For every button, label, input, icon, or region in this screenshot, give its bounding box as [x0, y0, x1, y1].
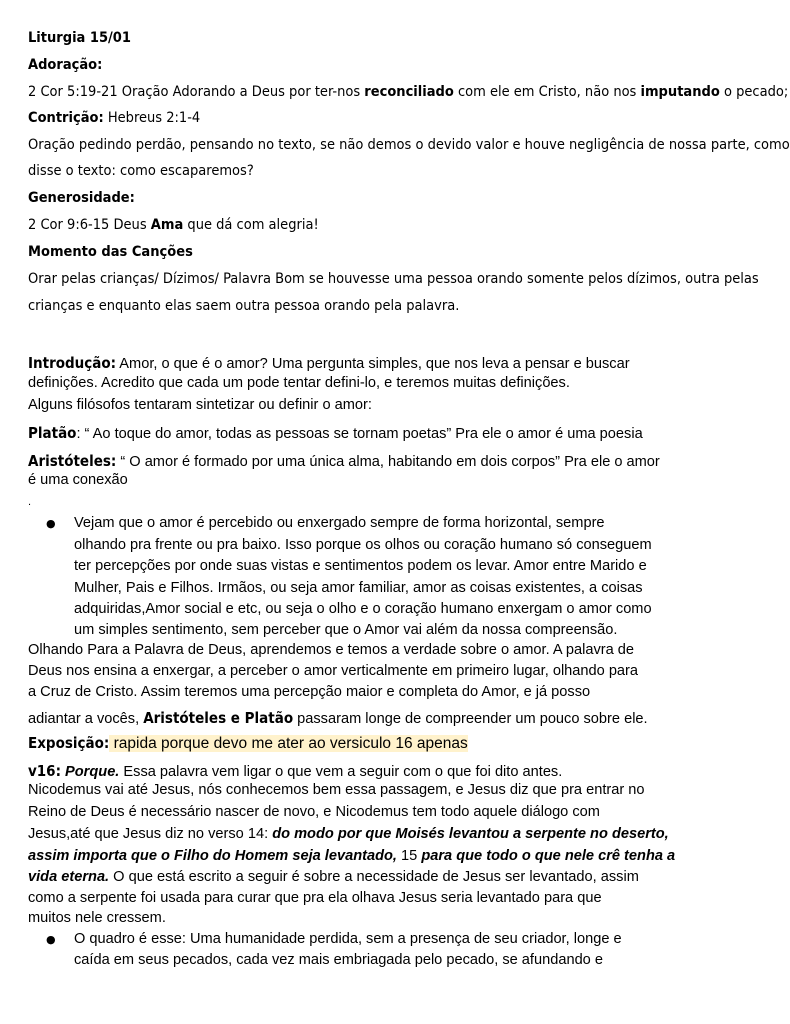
liturgy-title: Liturgia 15/01 [28, 30, 131, 46]
bullet-icon: ● [46, 517, 56, 530]
cancoes-text-1: Orar pelas crianças/ Dízimos/ Palavra Bom se houvesse uma pessoa orando somente pelos dízimos, outra pelas [28, 271, 759, 287]
exposicao-highlight: rapida porque devo me ater ao versiculo 16 apenas [109, 735, 468, 752]
v16-line-2: Nicodemus vai até Jesus, nós conhecemos bem essa passagem, e Jesus diz que pra entrar no [28, 782, 645, 798]
paragraph2-line-3: a Cruz de Cristo. Assim teremos uma percepção maior e completa do Amor, e já posso [28, 684, 591, 700]
bullet1-line: ter percepções por onde suas vistas e sentimentos podem os levar. Amor entre Marido e [74, 558, 647, 574]
v16-line-1: v16: Porque. Essa palavra vem ligar o que vem a seguir com o que foi dito antes. [28, 762, 563, 780]
bullet1-line: adquiridas,Amor social e etc, ou seja o olho e o coração humano enxergam o amor como [74, 601, 652, 617]
paragraph2-line-2: Deus nos ensina a enxergar, a perceber o amor verticalmente em primeiro lugar, olhando para [28, 663, 639, 679]
contricao-text-1: Oração pedindo perdão, pensando no texto, se não demos o devido valor e houve negligência de nossa parte, como [28, 137, 790, 153]
v16-line-5: assim importa que o Filho do Homem seja levantado, 15 para que todo o que nele crê tenha a [28, 848, 676, 864]
cancoes-text-2: crianças e enquanto elas saem outra pessoa orando pela palavra. [28, 298, 460, 314]
v16-line-8: muitos nele cressem. [28, 910, 166, 926]
generosidade-text: 2 Cor 9:6-15 Deus Ama que dá com alegria! [28, 217, 319, 233]
bullet-icon: ● [46, 933, 56, 946]
v16-line-6: vida eterna. O que está escrito a seguir é sobre a necessidade de Jesus ser levantado, assim [28, 869, 639, 885]
contricao-line: Contrição: Hebreus 2:1-4 [28, 110, 201, 126]
v16-line-3: Reino de Deus é necessário nascer de novo, e Nicodemus tem todo aquele diálogo com [28, 804, 600, 820]
introducao-line-3: Alguns filósofos tentaram sintetizar ou definir o amor: [28, 397, 372, 413]
v16-line-4: Jesus,até que Jesus diz no verso 14: do modo por que Moisés levantou a serpente no deserto, [28, 826, 669, 842]
v16-line-7: como a serpente foi usada para curar que pra ela olhava Jesus seria levantado para que [28, 890, 602, 906]
bullet1-line: Mulher, Pais e Filhos. Irmãos, ou seja amor familiar, amor as coisas existentes, a coisas [74, 580, 643, 596]
adoracao-text: 2 Cor 5:19-21 Oração Adorando a Deus por ter-nos reconciliado com ele em Cristo, não nos imputando o pecado; [28, 84, 789, 100]
bullet1-line: olhando pra frente ou pra baixo. Isso porque os olhos ou coração humano só conseguem [74, 537, 652, 553]
contricao-text-2: disse o texto: como escaparemos? [28, 163, 254, 179]
cancoes-heading: Momento das Canções [28, 244, 193, 260]
bullet1-line: Vejam que o amor é percebido ou enxergado sempre de forma horizontal, sempre [74, 515, 605, 531]
aristoteles-line-2: é uma conexão [28, 472, 128, 488]
paragraph2-line-4: adiantar a vocês, Aristóteles e Platão passaram longe de compreender um pouco sobre ele. [28, 709, 648, 727]
introducao-line-2: definições. Acredito que cada um pode tentar defini-lo, e teremos muitas definições. [28, 375, 570, 391]
platao-line: Platão: “ Ao toque do amor, todas as pessoas se tornam poetas” Pra ele o amor é uma poesia [28, 424, 643, 442]
generosidade-heading: Generosidade: [28, 190, 135, 206]
introducao-line-1: Introdução: Amor, o que é o amor? Uma pergunta simples, que nos leva a pensar e buscar [28, 354, 630, 372]
bullet1-line: um simples sentimento, sem perceber que o Amor vai além da nossa compreensão. [74, 622, 618, 638]
exposicao-line: Exposição: rapida porque devo me ater ao versiculo 16 apenas [28, 734, 468, 752]
bullet2-line: caída em seus pecados, cada vez mais embriagada pelo pecado, se afundando e [74, 952, 603, 968]
stray-dot: . [28, 496, 32, 508]
paragraph2-line-1: Olhando Para a Palavra de Deus, aprendemos e temos a verdade sobre o amor. A palavra de [28, 642, 635, 658]
adoracao-heading: Adoração: [28, 57, 103, 73]
bullet2-line: O quadro é esse: Uma humanidade perdida, sem a presença de seu criador, longe e [74, 931, 622, 947]
aristoteles-line-1: Aristóteles: “ O amor é formado por uma única alma, habitando em dois corpos” Pra ele o amor [28, 452, 660, 470]
